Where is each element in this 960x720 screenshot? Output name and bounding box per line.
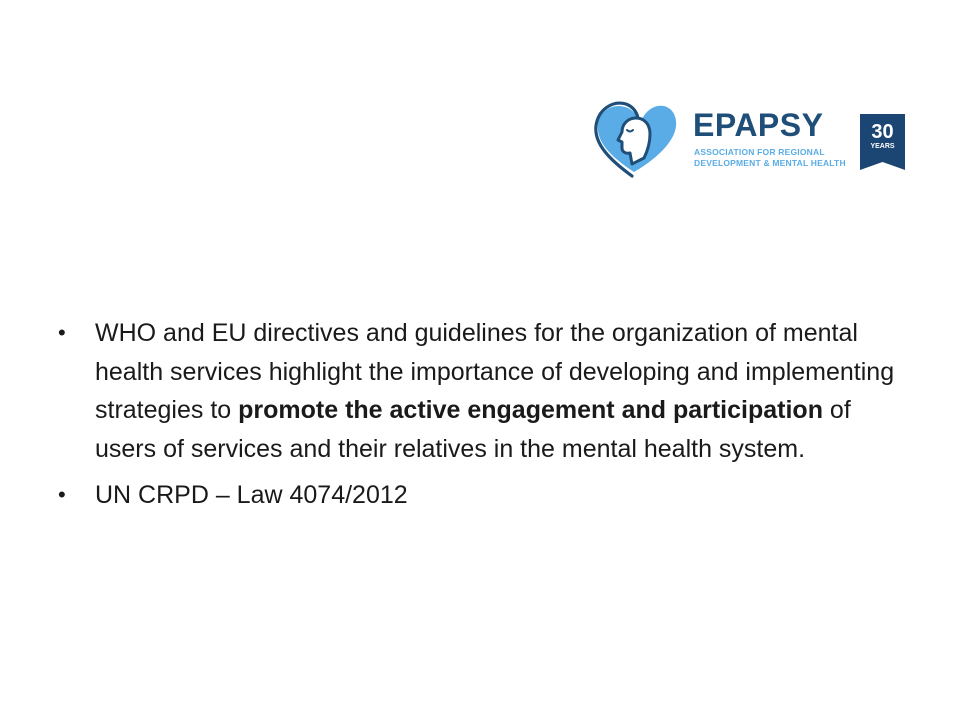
logo-name: EPAPSY (693, 107, 824, 143)
bullet-item (58, 314, 908, 468)
bullet-symbol: • (58, 320, 66, 345)
bullet-list (58, 314, 908, 523)
bullet-text-bold: promote the active engagement and participation (238, 396, 823, 424)
bullet-text: UN CRPD – Law 4074/2012 (95, 481, 408, 509)
logo-tagline-line: ASSOCIATION FOR REGIONAL (694, 147, 825, 157)
logo-tagline (694, 147, 846, 169)
epapsy-logo (592, 100, 912, 182)
bullet-symbol: • (58, 482, 66, 507)
bullet-text: of users of services and their relatives in the mental health system. (95, 396, 851, 463)
logo-tagline-line: DEVELOPMENT & MENTAL HEALTH (694, 158, 846, 168)
bullet-item (58, 476, 908, 515)
badge-number: 30 (871, 121, 894, 143)
badge-label: YEARS (870, 143, 895, 150)
heart-face-icon (592, 100, 678, 180)
anniversary-badge (860, 114, 905, 170)
bullet-text: WHO and EU directives and guidelines for the organization of mental health services highlight the importance of developing and implementing strategies to (95, 319, 895, 424)
